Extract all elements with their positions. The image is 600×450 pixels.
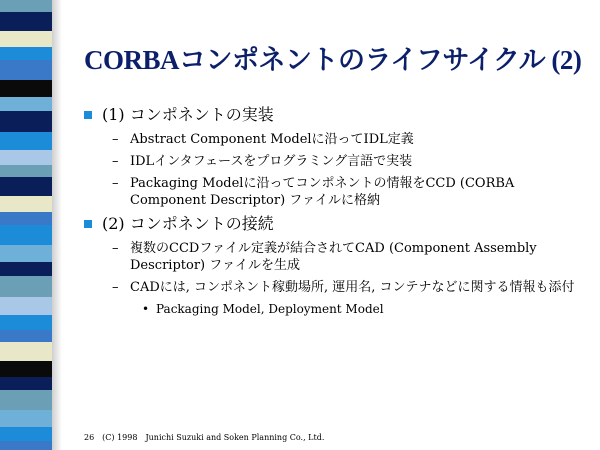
section-heading-text: (2) コンポネントの接続 bbox=[102, 214, 274, 233]
list-item bbox=[84, 175, 584, 209]
section-heading-implementation bbox=[84, 105, 584, 125]
stripe-segment bbox=[0, 390, 52, 410]
stripe-segment bbox=[0, 377, 52, 390]
stripe-segment bbox=[0, 31, 52, 47]
stripe-segment bbox=[0, 165, 52, 177]
stripe-segment bbox=[0, 12, 52, 31]
stripe-segment bbox=[0, 212, 52, 225]
dot-bullet-icon: • bbox=[142, 302, 150, 316]
stripe-segment bbox=[0, 111, 52, 132]
list-item bbox=[84, 240, 584, 274]
list-item bbox=[84, 131, 584, 148]
square-bullet-icon bbox=[84, 220, 92, 228]
list-item bbox=[84, 153, 584, 170]
section-heading-text: (1) コンポネントの実装 bbox=[102, 105, 274, 124]
list-item bbox=[84, 279, 584, 296]
stripe-segment bbox=[0, 441, 52, 450]
stripe-segment bbox=[0, 47, 52, 60]
slide-footer: 26 (C) 1998 Junichi Suzuki and Soken Planning Co., Ltd. bbox=[84, 433, 325, 442]
stripe-segment bbox=[0, 342, 52, 361]
stripe-segment bbox=[0, 245, 52, 262]
list-item-text: 複数のCCDファイル定義が結合されてCAD (Component Assembly Descriptor) ファイルを生成 bbox=[130, 241, 537, 273]
sub-list-item bbox=[84, 301, 584, 317]
stripe-segment bbox=[0, 225, 52, 245]
slide-content bbox=[84, 105, 584, 321]
stripe-segment bbox=[0, 315, 52, 330]
stripe-segment bbox=[0, 150, 52, 165]
list-item-text: IDLインタフェースをプログラミング言語で実装 bbox=[130, 154, 413, 169]
square-bullet-icon bbox=[84, 111, 92, 119]
dash-bullet-icon: – bbox=[112, 176, 119, 191]
stripe-segment bbox=[0, 410, 52, 427]
stripe-segment bbox=[0, 196, 52, 212]
sub-list-item-text: Packaging Model, Deployment Model bbox=[156, 302, 384, 316]
dash-bullet-icon: – bbox=[112, 280, 119, 295]
stripe-bar-shadow bbox=[52, 0, 62, 450]
dash-bullet-icon: – bbox=[112, 154, 119, 169]
stripe-segment bbox=[0, 177, 52, 196]
stripe-segment bbox=[0, 0, 52, 12]
stripe-segment bbox=[0, 361, 52, 377]
dash-bullet-icon: – bbox=[112, 132, 119, 147]
stripe-segment bbox=[0, 427, 52, 441]
stripe-segment bbox=[0, 97, 52, 111]
stripe-segment bbox=[0, 262, 52, 276]
stripe-segment bbox=[0, 132, 52, 150]
section-heading-connection bbox=[84, 214, 584, 234]
list-item-text: Abstract Component Modelに沿ってIDL定義 bbox=[130, 132, 414, 147]
stripe-segment bbox=[0, 276, 52, 297]
stripe-segment bbox=[0, 80, 52, 97]
list-item-text: CADには, コンポネント稼動場所, 運用名, コンテナなどに関する情報も添付 bbox=[130, 280, 575, 295]
dash-bullet-icon: – bbox=[112, 241, 119, 256]
slide-title: CORBAコンポネントのライフサイクル (2) bbox=[84, 45, 582, 75]
stripe-segment bbox=[0, 60, 52, 80]
stripe-segment bbox=[0, 297, 52, 315]
list-item-text: Packaging Modelに沿ってコンポネントの情報をCCD (CORBA Component Descriptor) ファイルに格納 bbox=[130, 176, 515, 208]
stripe-segment bbox=[0, 330, 52, 342]
